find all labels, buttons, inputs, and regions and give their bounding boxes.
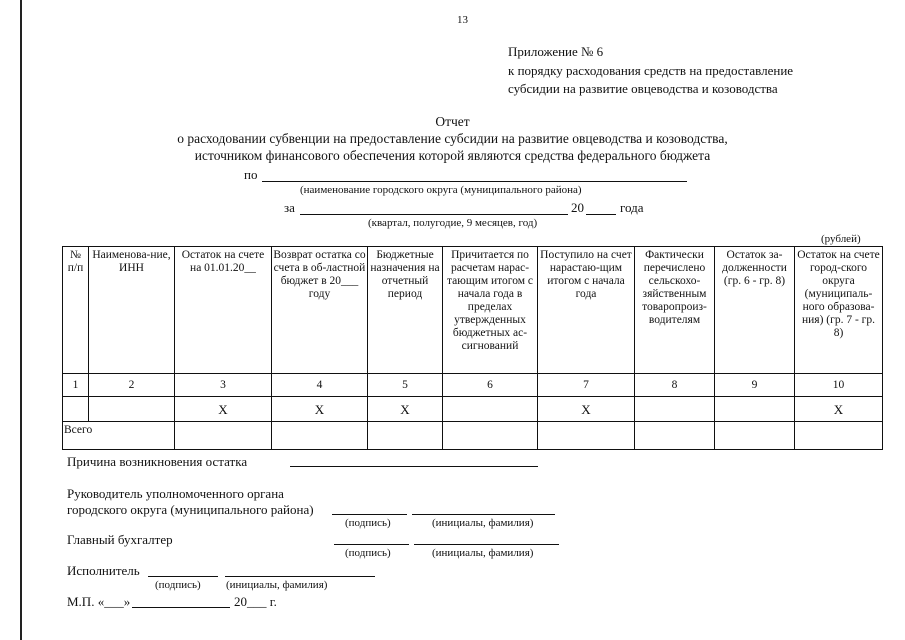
column-number: 1 bbox=[63, 374, 89, 397]
table-cell[interactable] bbox=[795, 422, 883, 450]
table-cell[interactable] bbox=[538, 422, 635, 450]
currency-units: (рублей) bbox=[821, 233, 861, 245]
year-prefix: 20 bbox=[571, 200, 584, 215]
header-cell: Остаток на счете на 01.01.20__ bbox=[175, 247, 272, 374]
executor-label: Исполнитель bbox=[67, 563, 140, 578]
month-field[interactable] bbox=[132, 607, 230, 608]
column-number: 8 bbox=[635, 374, 715, 397]
column-number: 3 bbox=[175, 374, 272, 397]
column-number: 7 bbox=[538, 374, 635, 397]
page-number: 13 bbox=[457, 14, 468, 26]
table-cell[interactable] bbox=[89, 397, 175, 422]
column-number: 10 bbox=[795, 374, 883, 397]
column-number: 4 bbox=[272, 374, 368, 397]
municipality-name-field[interactable] bbox=[262, 181, 687, 182]
period-caption: (квартал, полугодие, 9 месяцев, год) bbox=[368, 217, 538, 229]
executor-signature-field[interactable] bbox=[148, 576, 218, 577]
report-table bbox=[62, 246, 883, 450]
table-cell[interactable] bbox=[443, 422, 538, 450]
table-cell[interactable] bbox=[635, 422, 715, 450]
total-label: Всего bbox=[63, 422, 175, 450]
head-name-field[interactable] bbox=[412, 514, 555, 515]
table-cell[interactable] bbox=[272, 422, 368, 450]
table-cell[interactable] bbox=[443, 397, 538, 422]
year-field[interactable] bbox=[586, 214, 616, 215]
total-row bbox=[63, 422, 883, 450]
head-signature-field[interactable] bbox=[332, 514, 407, 515]
header-cell: № п/п bbox=[63, 247, 89, 374]
reason-label: Причина возникновения остатка bbox=[67, 454, 248, 469]
table-header-row bbox=[63, 247, 883, 374]
executor-sign-caption: (подпись) bbox=[155, 579, 201, 591]
reason-field[interactable] bbox=[290, 466, 538, 467]
table-cell[interactable] bbox=[63, 397, 89, 422]
table-cell: X bbox=[175, 397, 272, 422]
appendix-text-line1: к порядку расходования средств на предоставление bbox=[508, 63, 794, 78]
report-title-line1: о расходовании субвенции на предоставление субсидии на развитие овцеводства и козоводства, bbox=[177, 131, 728, 146]
appendix-number: Приложение № 6 bbox=[508, 44, 604, 59]
header-cell: Возврат остатка со счета в об-ластной бюджет в 20___ году bbox=[272, 247, 368, 374]
table-cell[interactable] bbox=[715, 397, 795, 422]
stamp-year: 20___ г. bbox=[234, 594, 277, 609]
accountant-sign-caption: (подпись) bbox=[345, 547, 391, 559]
page-left-edge bbox=[20, 0, 22, 640]
column-number: 9 bbox=[715, 374, 795, 397]
head-name-caption: (инициалы, фамилия) bbox=[432, 517, 534, 529]
head-label-line2: городского округа (муниципального района) bbox=[67, 502, 314, 517]
accountant-name-caption: (инициалы, фамилия) bbox=[432, 547, 534, 559]
header-cell: Остаток на счете город-ского округа (муниципаль-ного образова-ния) (гр. 7 - гр. 8) bbox=[795, 247, 883, 374]
report-heading: Отчет bbox=[435, 114, 470, 129]
header-cell: Наименова-ние, ИНН bbox=[89, 247, 175, 374]
header-cell: Поступило на счет нарастаю-щим итогом с начала года bbox=[538, 247, 635, 374]
za-label: за bbox=[284, 200, 295, 215]
table-cell: X bbox=[368, 397, 443, 422]
header-cell: Остаток за-долженности (гр. 6 - гр. 8) bbox=[715, 247, 795, 374]
column-number: 2 bbox=[89, 374, 175, 397]
po-label: по bbox=[244, 167, 258, 182]
header-cell: Причитается по расчетам нарас-тающим итогом с начала года в пределах утвержденных бюджетных ас-сигнований bbox=[443, 247, 538, 374]
table-cell: X bbox=[795, 397, 883, 422]
report-title-line2: источником финансового обеспечения которой являются средства федерального бюджета bbox=[194, 148, 711, 163]
accountant-name-field[interactable] bbox=[414, 544, 559, 545]
table-cell: X bbox=[538, 397, 635, 422]
head-label-line1: Руководитель уполномоченного органа bbox=[67, 486, 284, 501]
table-cell[interactable] bbox=[715, 422, 795, 450]
column-number: 5 bbox=[368, 374, 443, 397]
appendix-text-line2: субсидии на развитие овцеводства и козоводства bbox=[508, 81, 778, 96]
table-cell[interactable] bbox=[175, 422, 272, 450]
accountant-signature-field[interactable] bbox=[334, 544, 409, 545]
table-cell[interactable] bbox=[368, 422, 443, 450]
year-suffix: года bbox=[620, 200, 644, 215]
executor-name-caption: (инициалы, фамилия) bbox=[226, 579, 328, 591]
header-cell: Фактически перечислено сельскохо-зяйственным товаропроиз-водителям bbox=[635, 247, 715, 374]
head-sign-caption: (подпись) bbox=[345, 517, 391, 529]
stamp-date-label: М.П. «___» bbox=[67, 594, 131, 609]
table-cell[interactable] bbox=[635, 397, 715, 422]
accountant-label: Главный бухгалтер bbox=[67, 532, 173, 547]
header-cell: Бюджетные назначения на отчетный период bbox=[368, 247, 443, 374]
municipality-caption: (наименование городского округа (муниципального района) bbox=[300, 184, 582, 196]
table-row bbox=[63, 397, 883, 422]
executor-name-field[interactable] bbox=[225, 576, 375, 577]
table-row bbox=[63, 374, 883, 397]
column-number: 6 bbox=[443, 374, 538, 397]
period-field[interactable] bbox=[300, 214, 568, 215]
table-cell: X bbox=[272, 397, 368, 422]
